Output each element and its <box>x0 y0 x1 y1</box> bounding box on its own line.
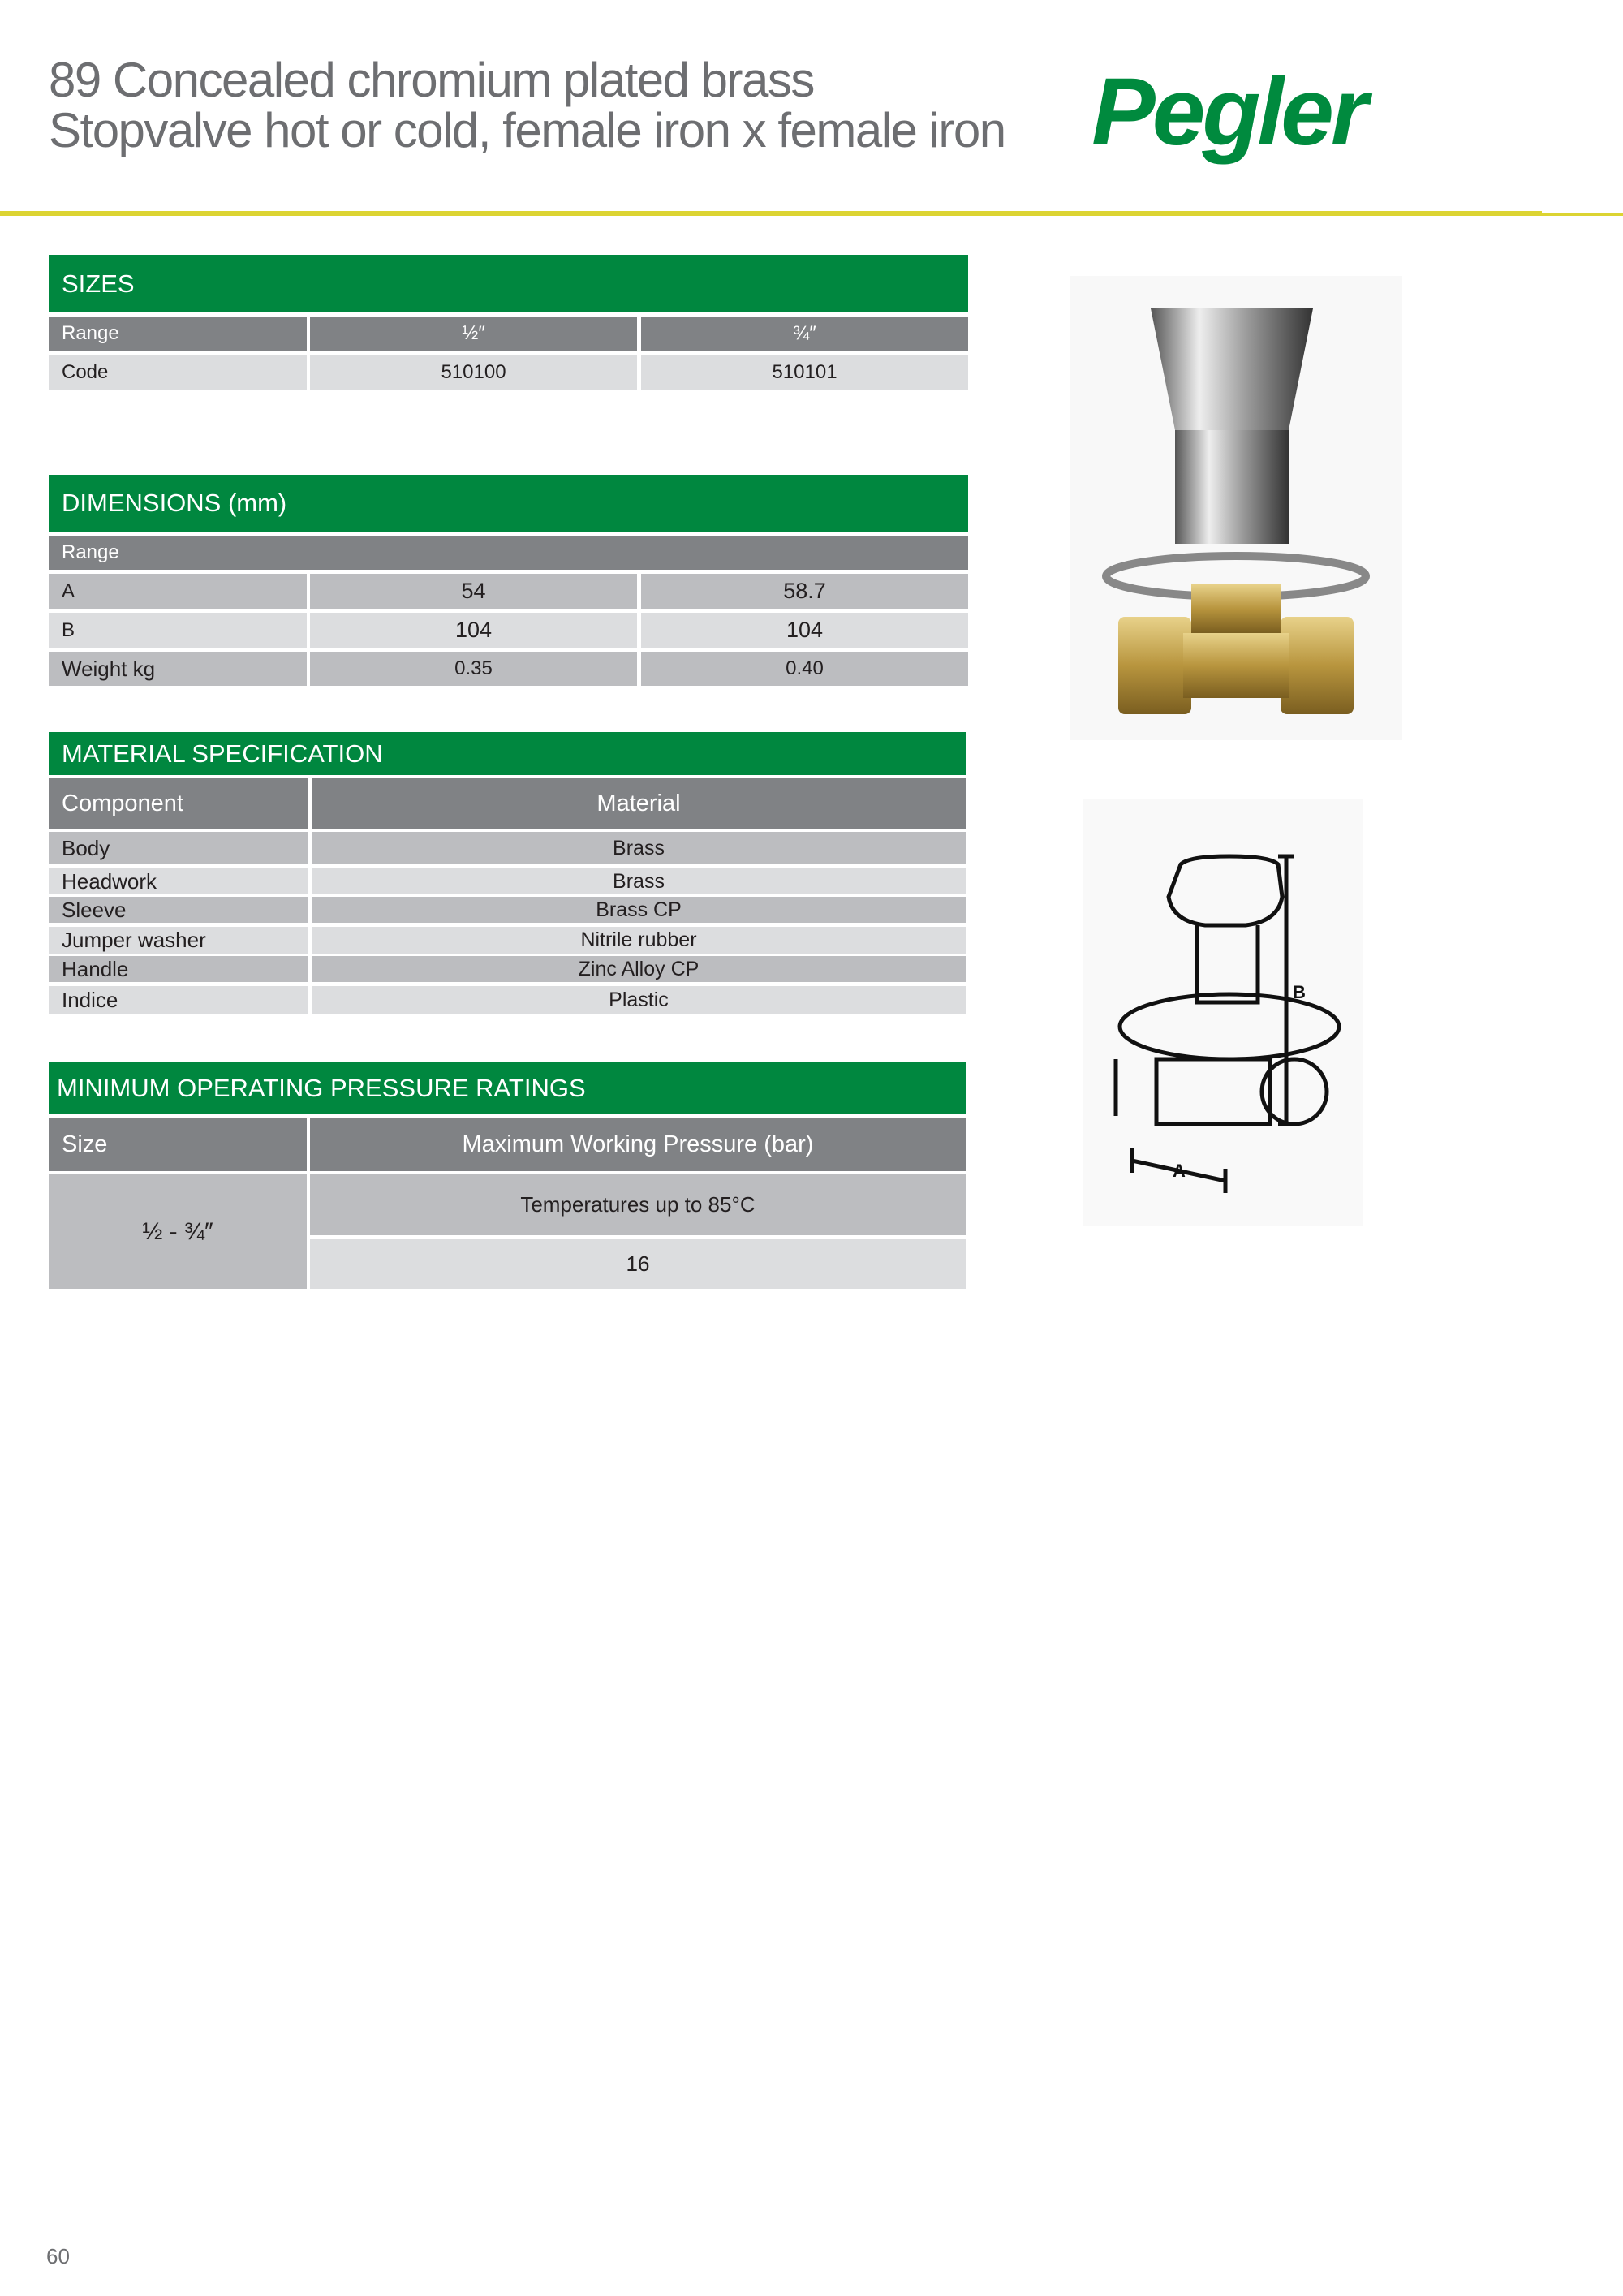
sizes-code-three-quarter: 510101 <box>641 355 968 390</box>
material-header-material: Material <box>312 778 966 829</box>
material-component: Headwork <box>49 868 308 894</box>
diagram-label-b: B <box>1293 982 1306 1002</box>
material-header-component: Component <box>49 778 308 829</box>
sizes-header-three-quarter: ¾″ <box>641 317 968 351</box>
material-value: Brass CP <box>312 897 966 923</box>
pressure-size: ½ - ¾″ <box>49 1174 307 1289</box>
dim-b-three-quarter: 104 <box>641 613 968 648</box>
pressure-header-max: Maximum Working Pressure (bar) <box>310 1118 966 1171</box>
material-component: Sleeve <box>49 897 308 923</box>
dim-a-half: 54 <box>310 574 637 609</box>
dim-weight-half: 0.35 <box>310 652 637 686</box>
material-component: Indice <box>49 986 308 1014</box>
pressure-heading: MINIMUM OPERATING PRESSURE RATINGS <box>49 1062 966 1114</box>
dimensions-heading: DIMENSIONS (mm) <box>49 475 968 532</box>
pegler-logo: Pegler <box>1091 58 1365 166</box>
sizes-header-range: Range <box>49 317 307 351</box>
diagram-label-a: A <box>1173 1161 1186 1181</box>
divider <box>0 211 1542 216</box>
dim-a-label: A <box>49 574 307 609</box>
material-value: Zinc Alloy CP <box>312 956 966 982</box>
sizes-heading: SIZES <box>49 255 968 312</box>
title-line-1: 89 Concealed chromium plated brass <box>49 53 814 107</box>
dimensions-range: Range <box>49 536 968 570</box>
material-heading: MATERIAL SPECIFICATION <box>49 732 966 775</box>
pressure-value: 16 <box>310 1239 966 1289</box>
dim-a-three-quarter: 58.7 <box>641 574 968 609</box>
sizes-code-label: Code <box>49 355 307 390</box>
dimension-diagram <box>1083 799 1363 1226</box>
title-line-2: Stopvalve hot or cold, female iron x female iron <box>49 103 1005 157</box>
sizes-code-half: 510100 <box>310 355 637 390</box>
material-value: Plastic <box>312 986 966 1014</box>
material-component: Handle <box>49 956 308 982</box>
material-value: Nitrile rubber <box>312 927 966 954</box>
material-component: Jumper washer <box>49 927 308 954</box>
dim-weight-three-quarter: 0.40 <box>641 652 968 686</box>
page-title <box>49 55 1005 156</box>
material-component: Body <box>49 832 308 864</box>
sizes-header-half: ½″ <box>310 317 637 351</box>
divider-thin <box>1542 213 1623 216</box>
page-number: 60 <box>46 2244 70 2268</box>
material-value: Brass <box>312 868 966 894</box>
product-photo <box>1070 276 1402 740</box>
dim-weight-label: Weight kg <box>49 652 307 686</box>
pressure-temperature: Temperatures up to 85°C <box>310 1174 966 1235</box>
dim-b-label: B <box>49 613 307 648</box>
dim-b-half: 104 <box>310 613 637 648</box>
pressure-header-size: Size <box>49 1118 307 1171</box>
material-value: Brass <box>312 832 966 864</box>
